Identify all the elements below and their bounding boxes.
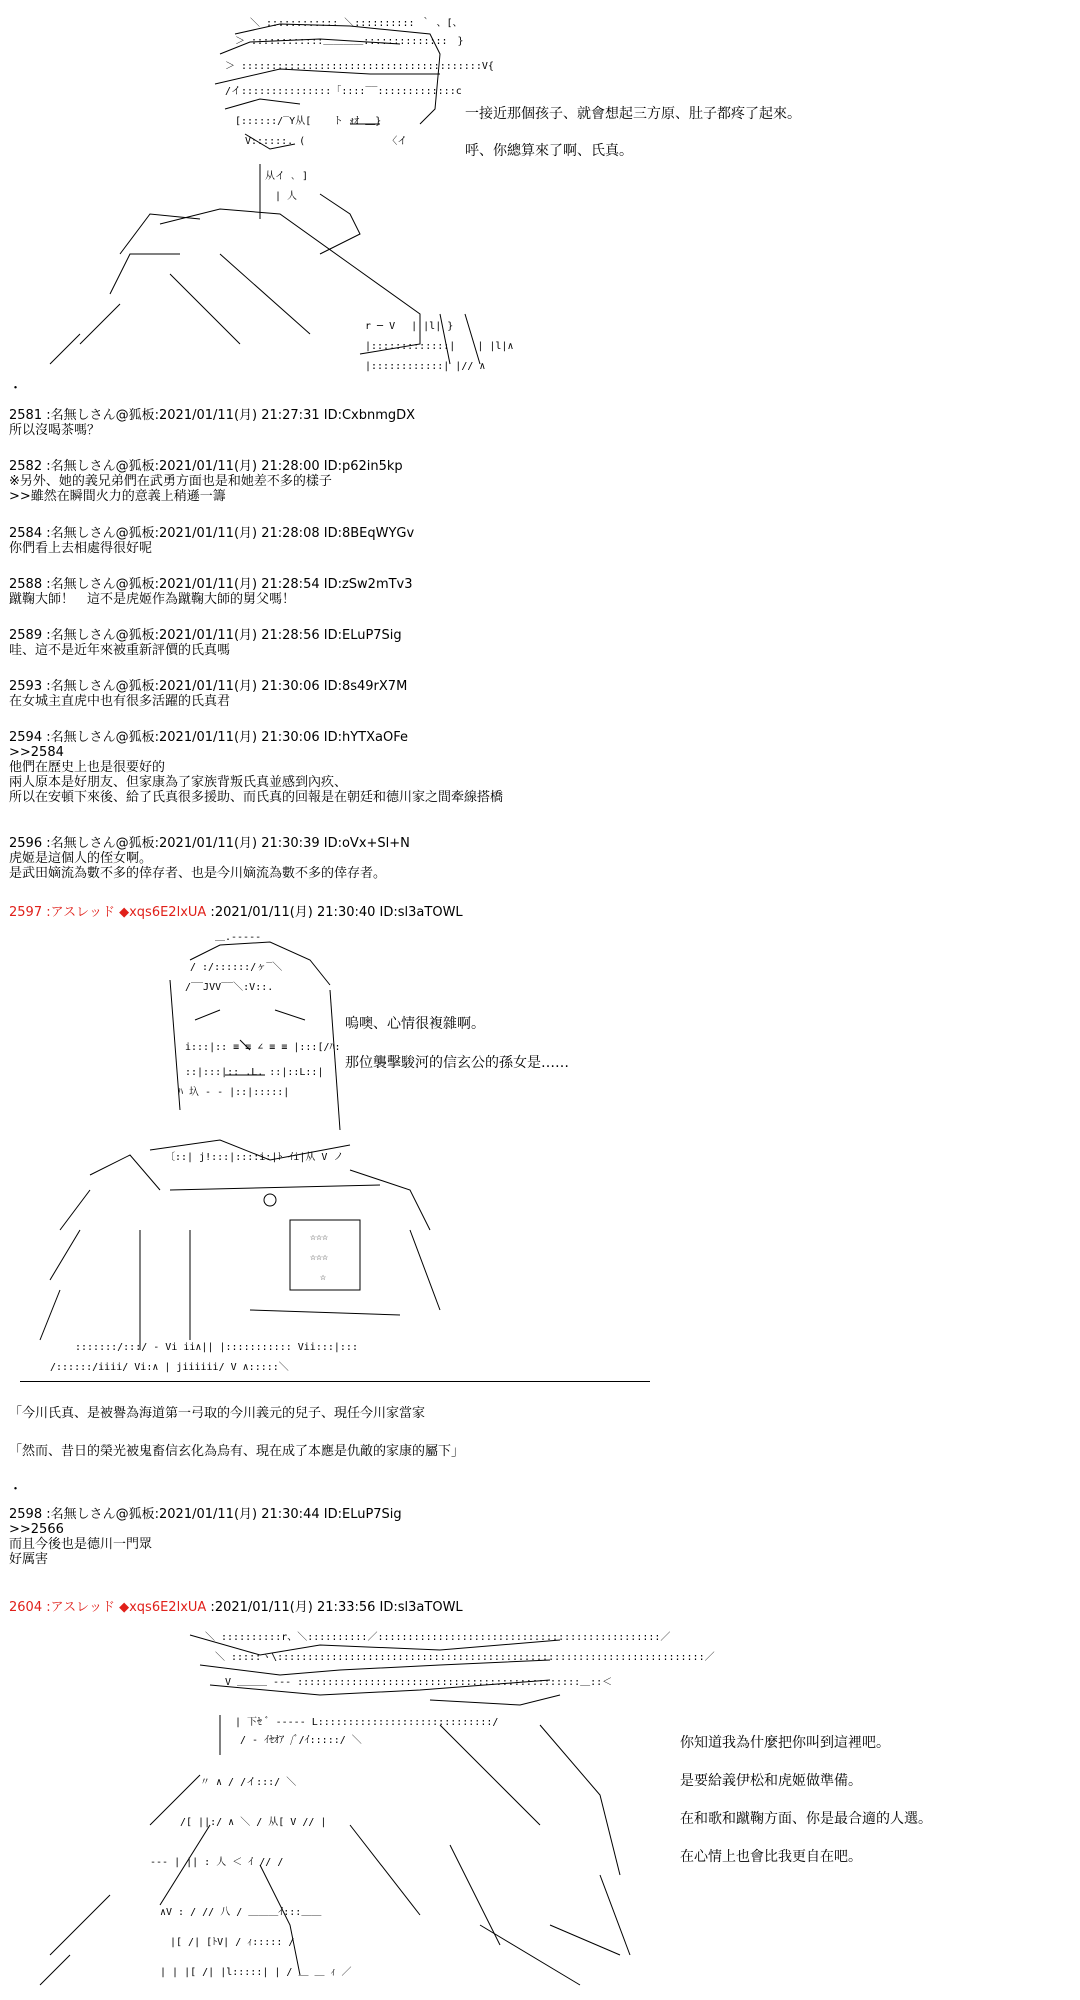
svg-text:＼ :::::::::::: ＼:::::::::: ｀: ＼ :::::::::::: ＼:::::::::: ｀ 、[、	[250, 18, 463, 29]
post-header: 2593 :名無しさん@狐板:2021/01/11(月) 21:30:06 ID:8s49rX7M	[9, 679, 408, 694]
svg-text:〔::| j!:::|::::i:|ﾄ ｲi|从 V ノ: 〔::| j!:::|::::i:|ﾄ ｲi|从 V ノ	[165, 1152, 344, 1163]
svg-text:＿.-‐‐‐-: ＿.-‐‐‐-	[215, 932, 262, 943]
poster-name: 名無しさん@狐板	[50, 408, 155, 423]
poster-trip: ◆xqs6E2lxUA	[119, 905, 207, 920]
scene1-line-2: 呼、你總算來了啊、氏真。	[465, 143, 633, 159]
post-date: 2021/01/11(月) 21:28:00	[159, 459, 320, 474]
post-date: 2021/01/11(月) 21:28:54	[159, 577, 320, 592]
post-date: 2021/01/11(月) 21:28:08	[159, 526, 320, 541]
post-number[interactable]: 2596	[9, 836, 43, 851]
scene3-line-3: 在和歌和蹴鞠方面、你是最合適的人選。	[680, 1811, 932, 1827]
post-2594	[9, 730, 1069, 805]
post-header: 2582 :名無しさん@狐板:2021/01/11(月) 21:28:00 ID:p62in5kp	[9, 459, 403, 474]
svg-text:＞ ::::::::::::＿＿＿＿::::::::::::: ＞ ::::::::::::＿＿＿＿:::::::::::::: }	[235, 36, 464, 47]
svg-text:从イ ､ ]: 从イ ､ ]	[265, 171, 309, 182]
post-number[interactable]: 2582	[9, 459, 43, 474]
svg-text:/::::::/iiii/ Vi:∧ |: /::::::/iiii/ Vi:∧ | jiiiiii/ V ∧:::::＼	[50, 1362, 289, 1373]
svg-text:/イ:::::::::::::::「::::‾‾::::::: /イ:::::::::::::::「::::‾‾:::::::::::::c	[225, 86, 462, 97]
post-2596	[9, 836, 1069, 881]
svg-text:☆: ☆	[320, 1272, 327, 1283]
post-header: 2597 :アスレッド ◆xqs6E2lxUA :2021/01/11(月) 21:30:40 ID:sl3aTOWL	[9, 905, 463, 920]
poster-name: 名無しさん@狐板	[50, 1507, 155, 1522]
post-2589	[9, 628, 1069, 658]
poster-id[interactable]: ID:zSw2mTv3	[323, 577, 413, 592]
svg-text:::|:::|:: .L. ::|::L::|: ::|:::|:: .L. ::|::L::|	[185, 1067, 324, 1078]
svg-text:/‾‾JVV‾‾＼:V::.: /‾‾JVV‾‾＼:V::.	[185, 982, 274, 993]
poster-id[interactable]: ID:ELuP7Sig	[323, 1507, 402, 1522]
poster-name: アスレッド	[50, 1600, 115, 1615]
post-date: 2021/01/11(月) 21:30:39	[159, 836, 320, 851]
poster-id[interactable]: ID:8BEqWYGv	[323, 526, 415, 541]
post-number[interactable]: 2588	[9, 577, 43, 592]
post-body: 蹴鞠大師！ 這不是虎姬作為蹴鞠大師的舅父嗎！	[9, 592, 296, 607]
separator-dot: ・	[9, 1482, 23, 1497]
poster-name: 名無しさん@狐板	[50, 628, 155, 643]
post-header: 2588 :名無しさん@狐板:2021/01/11(月) 21:28:54 ID:zSw2mTv3	[9, 577, 413, 592]
svg-text:〃 ∧ / /イ:::/ ＼: 〃 ∧ / /イ:::/ ＼	[200, 1777, 297, 1788]
ascii-art-long-haired-man	[20, 930, 450, 1373]
post-2593	[9, 679, 1069, 709]
svg-text:i:::|:: ≡ ≡ ∠ ≡ ≡ |:::[/ﾊ:: i:::|:: ≡ ≡ ∠ ≡ ≡ |:::[/ﾊ:	[185, 1042, 341, 1053]
ascii-art-spiky-hair-man	[20, 1625, 715, 1990]
poster-name: アスレッド	[50, 905, 115, 920]
svg-text::::::::/:::/ ‐ Vi ii∧||: :::::::/:::/ ‐ Vi ii∧|| |::::::::::: Vii:::|:::	[75, 1342, 358, 1353]
svg-text:ﾊ 圦 ‐ ‐ |::|:::::|: ﾊ 圦 ‐ ‐ |::|:::::|	[178, 1087, 290, 1098]
scene2-line-1: 嗚噢、心情很複雜啊。	[345, 1016, 485, 1032]
separator-dot: ・	[9, 381, 23, 396]
post-body: ※另外、她的義兄弟們在武勇方面也是和她差不多的樣子 >>雖然在瞬間火力的意義上稍遜一籌	[9, 474, 332, 504]
post-number[interactable]: 2594	[9, 730, 43, 745]
post-body: 你們看上去相處得很好呢	[9, 541, 153, 556]
post-number[interactable]: 2589	[9, 628, 43, 643]
poster-id[interactable]: ID:ELuP7Sig	[323, 628, 402, 643]
post-number[interactable]: 2581	[9, 408, 43, 423]
post-header: 2596 :名無しさん@狐板:2021/01/11(月) 21:30:39 ID:oVx+Sl+N	[9, 836, 410, 851]
scene3-line-2: 是要給義伊松和虎姬做準備。	[680, 1773, 862, 1789]
svg-text:/ ‐ ｲｾｵｱ /ﾞ/ｲ:::: / ‐ ｲｾｵｱ /ﾞ/ｲ:::::/ ＼	[240, 1735, 362, 1746]
post-2597	[9, 905, 1069, 920]
post-header: 2589 :名無しさん@狐板:2021/01/11(月) 21:28:56 ID:ELuP7Sig	[9, 628, 402, 643]
svg-text:/ :/::::::/ヶ‾＼: / :/::::::/ヶ‾＼	[190, 962, 283, 973]
poster-name: 名無しさん@狐板	[50, 577, 155, 592]
svg-text:V::::::. ( 〈イ: V::::::. ( 〈イ	[245, 136, 408, 147]
post-body: >>2584 他們在歷史上也是很要好的 兩人原本是好朋友、但家康為了家族背叛氏真並感到內疚、 所以在安頓下來後、給了氏真很多援助、而氏真的回報是在朝廷和德川家之間牽線搭橋	[9, 745, 504, 805]
svg-text:[::::::/‾Y从[ ト ｫｵ ＿}: [::::::/‾Y从[ ト ｫｵ ＿}	[235, 116, 382, 127]
post-body: 在女城主直虎中也有很多活躍的氏真君	[9, 694, 231, 709]
post-number[interactable]: 2593	[9, 679, 43, 694]
svg-text:∧V : / // 八 / ＿: ∧V : / // 八 / ＿＿＿ｲ:::＿＿	[160, 1907, 322, 1918]
svg-text:＼ :::::ヽ\:::::::::::::::::::::: ＼ :::::ヽ\:::::::::::::::::::::::::::::::::::::::::::::::::::::::::::::::::::::::／	[215, 1652, 715, 1663]
post-body: 哇、這不是近年來被重新評價的氏真嗎	[9, 643, 231, 658]
svg-text:|[ /| [ﾄV| / ｨ::: |[ /| [ﾄV| / ｨ::::: /	[170, 1937, 295, 1948]
ascii-art-seated-man	[20, 14, 514, 374]
svg-text:/[ ||:/ ∧ ＼ / 从[: /[ ||:/ ∧ ＼ / 从[ V // |	[180, 1817, 327, 1828]
ascii-art-spiky-hair-man-figure	[20, 1625, 715, 1990]
post-number[interactable]: 2604	[9, 1600, 43, 1615]
post-header: 2594 :名無しさん@狐板:2021/01/11(月) 21:30:06 ID:hYTXaOFe	[9, 730, 408, 745]
ascii-art-seated-man-figure	[20, 14, 514, 374]
scene1-line-1: 一接近那個孩子、就會想起三方原、肚子都疼了起來。	[465, 106, 801, 122]
ascii-art-long-haired-man-figure	[20, 930, 450, 1373]
post-date: 2021/01/11(月) 21:33:56	[214, 1600, 376, 1615]
narration-1: 「今川氏真、是被譽為海道第一弓取的今川義元的兒子、現任今川家當家	[9, 1406, 426, 1421]
post-number[interactable]: 2597	[9, 905, 43, 920]
svg-text:☆☆☆: ☆☆☆	[310, 1232, 329, 1243]
poster-trip: ◆xqs6E2lxUA	[119, 1600, 207, 1615]
scene2-line-2: 那位襲擊駿河的信玄公的孫女是……	[345, 1055, 569, 1071]
poster-name: 名無しさん@狐板	[50, 526, 155, 541]
svg-text:| | |[ /| |l:::::| |: | | |[ /| |l:::::| | / ＿ ＿ ｨ ／	[160, 1967, 352, 1978]
post-2588	[9, 577, 1069, 607]
poster-id[interactable]: ID:8s49rX7M	[323, 679, 408, 694]
poster-id[interactable]: ID:sl3aTOWL	[379, 905, 463, 920]
poster-id[interactable]: ID:oVx+Sl+N	[323, 836, 410, 851]
poster-id[interactable]: ID:hYTXaOFe	[323, 730, 408, 745]
post-2582	[9, 459, 1069, 504]
svg-text:＼ ::::::::::r、＼::::::::::／::::: ＼ ::::::::::r、＼::::::::::／:::::::::::::::::::::::::::::::::::::::::::::::／	[205, 1632, 671, 1643]
post-date: 2021/01/11(月) 21:30:44	[159, 1507, 320, 1522]
post-body: 所以沒喝茶嗎？	[9, 423, 101, 438]
poster-name: 名無しさん@狐板	[50, 730, 155, 745]
poster-name: 名無しさん@狐板	[50, 836, 155, 851]
svg-text:| 人: | 人	[275, 191, 298, 202]
post-2584	[9, 526, 1069, 556]
post-number[interactable]: 2598	[9, 1507, 43, 1522]
post-header: 2581 :名無しさん@狐板:2021/01/11(月) 21:27:31 ID:CxbnmgDX	[9, 408, 416, 423]
post-2604	[9, 1600, 1069, 1615]
svg-text:＞ ::::::::::::::::::::::::::::: ＞ ::::::::::::::::::::::::::::::::::::::::V{	[225, 61, 494, 72]
svg-text:‐‐‐ | || : 人 ＜: ‐‐‐ | || : 人 ＜ ｲ // /	[150, 1857, 284, 1868]
svg-text:r ─ V | |l| }: r ─ V | |l| }	[365, 321, 454, 332]
post-date: 2021/01/11(月) 21:30:06	[159, 730, 320, 745]
post-date: 2021/01/11(月) 21:30:06	[159, 679, 320, 694]
post-body: 虎姬是這個人的侄女啊。 是武田嫡流為數不多的倖存者、也是今川嫡流為數不多的倖存者。	[9, 851, 387, 881]
post-header: 2584 :名無しさん@狐板:2021/01/11(月) 21:28:08 ID:8BEqWYGv	[9, 526, 415, 541]
svg-text:|::::::::::::| |// ∧: |::::::::::::| |// ∧	[365, 361, 486, 372]
svg-text:☆☆☆: ☆☆☆	[310, 1252, 329, 1263]
scene3-line-4: 在心情上也會比我更自在吧。	[680, 1849, 862, 1865]
post-date: 2021/01/11(月) 21:28:56	[159, 628, 320, 643]
svg-text:|:::::::::::::| | |l|∧: |:::::::::::::| | |l|∧	[365, 341, 514, 352]
svg-text:V ＿＿＿ ‐‐‐ ::::::::::::::: V ＿＿＿ ‐‐‐ :::::::::::::::::::::::::::::::::::::::::::::::＿::＜	[225, 1677, 613, 1688]
post-header: 2604 :アスレッド ◆xqs6E2lxUA :2021/01/11(月) 21:33:56 ID:sl3aTOWL	[9, 1600, 463, 1615]
post-body: >>2566 而且今後也是德川一門眾 好厲害	[9, 1522, 153, 1567]
poster-id[interactable]: ID:sl3aTOWL	[379, 1600, 463, 1615]
narration-2: 「然而、昔日的榮光被鬼畜信玄化為烏有、現在成了本應是仇敵的家康的屬下」	[9, 1444, 465, 1459]
scene3-line-1: 你知道我為什麼把你叫到這裡吧。	[680, 1735, 890, 1751]
poster-id[interactable]: ID:p62in5kp	[323, 459, 403, 474]
post-date: 2021/01/11(月) 21:30:40	[214, 905, 376, 920]
post-2581	[9, 408, 1069, 438]
post-header: 2598 :名無しさん@狐板:2021/01/11(月) 21:30:44 ID:ELuP7Sig	[9, 1507, 402, 1522]
divider-line	[20, 1381, 650, 1382]
post-date: 2021/01/11(月) 21:27:31	[159, 408, 320, 423]
svg-text:| 下ｾ ﾞ ‐‐‐‐‐ L:::::::: | 下ｾ ﾞ ‐‐‐‐‐ L:::::::::::::::::::::::::::::/	[235, 1717, 499, 1728]
poster-name: 名無しさん@狐板	[50, 679, 155, 694]
post-2598	[9, 1507, 1069, 1567]
poster-name: 名無しさん@狐板	[50, 459, 155, 474]
poster-id[interactable]: ID:CxbnmgDX	[323, 408, 416, 423]
post-number[interactable]: 2584	[9, 526, 43, 541]
